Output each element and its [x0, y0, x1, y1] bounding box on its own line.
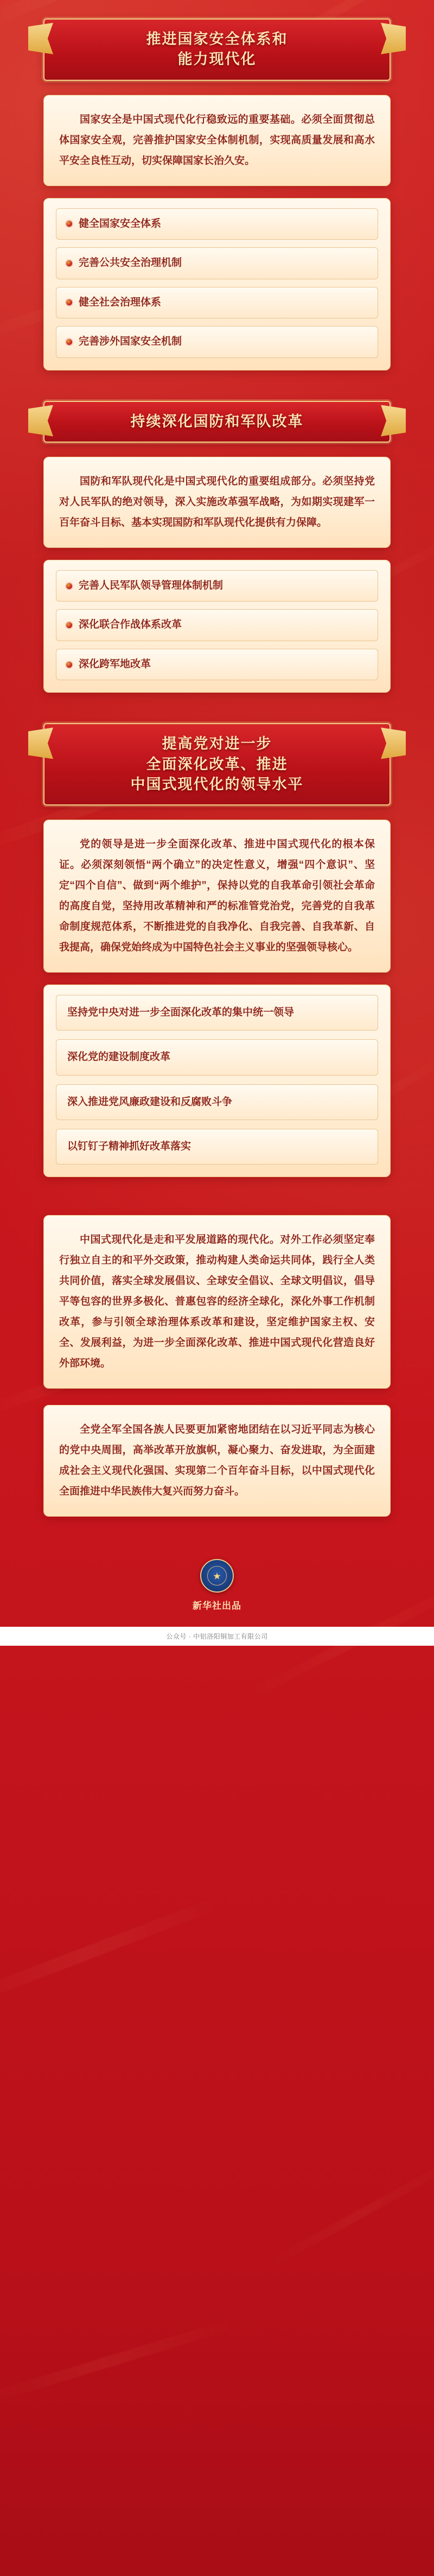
section-1-title-line-1: 推进国家安全体系和: [146, 31, 288, 47]
bullet-dot-icon: [66, 221, 72, 227]
list-item[interactable]: 坚持党中央对进一步全面深化改革的集中统一领导: [56, 995, 378, 1031]
banner-wing-left-icon: [28, 23, 53, 54]
section-2-title: 持续深化国防和军队改革: [130, 413, 304, 430]
section-defense-reform: [0, 376, 434, 699]
section-2-banner: [43, 401, 391, 443]
section-party-leadership: [0, 698, 434, 1182]
list-item[interactable]: 深化党的建设制度改革: [56, 1039, 378, 1075]
banner-wing-right-icon: [381, 727, 406, 759]
section-3-boxed-list: [43, 985, 391, 1177]
banner-wing-left-icon: [28, 405, 53, 437]
bullet-dot-icon: [66, 299, 72, 305]
section-3-title-line-3: 中国式现代化的领导水平: [130, 776, 304, 792]
list-item[interactable]: [56, 287, 378, 319]
section-3-banner: [43, 723, 391, 806]
section-1-title-line-2: 能力现代化: [177, 51, 257, 68]
bullet-dot-icon: [66, 260, 72, 266]
list-item[interactable]: 深入推进党风廉政建设和反腐败斗争: [56, 1084, 378, 1120]
closing-card-call-to-action: [43, 1405, 391, 1517]
list-item[interactable]: [56, 649, 378, 681]
list-item[interactable]: [56, 570, 378, 602]
section-3-paragraph: 党的领导是进一步全面深化改革、推进中国式现代化的根本保证。必须深刻领悟“两个确立”的决定性意义，增强“四个意识”、坚定“四个自信”、做到“两个维护”，保持以党的自我革命引领社会革命的高度自觉，坚持用改革精神和严的标准管党治党，完善党的自我革命制度规范体系，不断推进党的自我净化、自我完善、自我革新、自我提高，确保党始终成为中国特色社会主义事业的坚强领导核心。: [59, 839, 375, 953]
list-item[interactable]: [56, 609, 378, 641]
list-item-label: 完善涉外国家安全机制: [79, 336, 182, 347]
credit-bar: 公众号 · 中铝洛阳铜加工有限公司: [0, 1627, 434, 1646]
section-1-paragraph: 国家安全是中国式现代化行稳致远的重要基础。必须全面贯彻总体国家安全观，完善推护国家安全体制机制，实现高质量发展和高水平安全良性互动，切实保障国家长治久安。: [59, 113, 375, 167]
list-item-label: 完善人民军队领导管理体制机制: [79, 579, 224, 591]
list-item-label: 深化联合作战体系改革: [79, 619, 182, 631]
section-closing: [0, 1182, 434, 1522]
section-1-banner: [43, 18, 391, 81]
section-2-paragraph: 国防和军队现代化是中国式现代化的重要组成部分。必须坚持党对人民军队的绝对领导，深入实施改革强军战略，为如期实现建军一百年奋斗目标、基本实现国防和军队现代化提供有力保障。: [59, 475, 375, 528]
section-3-title-line-2: 全面深化改革、推进: [146, 756, 288, 772]
list-item[interactable]: [56, 247, 378, 279]
list-item-label: 深化跨军地改革: [79, 658, 151, 670]
list-item-label: 健全社会治理体系: [79, 296, 162, 308]
section-3-title-line-1: 提高党对进一步: [162, 736, 272, 752]
banner-wing-left-icon: [28, 727, 53, 759]
closing-card-foreign-policy: [43, 1215, 391, 1389]
bullet-dot-icon: [66, 583, 72, 589]
banner-wing-right-icon: [381, 23, 406, 54]
section-3-paragraph-card: [43, 820, 391, 973]
list-item[interactable]: 以钉钉子精神抓好改革落实: [56, 1129, 378, 1165]
section-2-paragraph-card: [43, 457, 391, 548]
closing-card-text: 中国式现代化是走和平发展道路的现代化。对外工作必须坚定奉行独立自主的和平外交政策，推动构建人类命运共同体，践行全人类共同价值，落实全球发展倡议、全球安全倡议、全球文明倡议，倡导平等包容的世界多极化、普惠包容的经济全球化，深化外事工作机制改革，参与引领全球治理体系改革和建设，坚定维护国家主权、安全、发展利益，为进一步全面深化改革、推进中国式现代化营造良好外部环境。: [59, 1234, 375, 1370]
section-2-bullet-list: [43, 560, 391, 693]
list-item[interactable]: [56, 208, 378, 240]
section-1-paragraph-card: [43, 95, 391, 186]
section-1-bullet-list: [43, 198, 391, 370]
footer-brand: 新华社出品: [193, 1601, 241, 1612]
star-icon: ★: [213, 1571, 221, 1582]
list-item-label: 健全国家安全体系: [79, 218, 162, 229]
bullet-dot-icon: [66, 622, 72, 628]
bullet-dot-icon: [66, 662, 72, 668]
section-national-security: [0, 0, 434, 376]
bullet-dot-icon: [66, 339, 72, 345]
national-emblem-icon: [200, 1559, 234, 1593]
list-item-label: 完善公共安全治理机制: [79, 257, 182, 269]
list-item[interactable]: [56, 326, 378, 358]
closing-card-text: 全党全军全国各族人民要更加紧密地团结在以习近平同志为核心的党中央周围，高举改革开放旗帜，凝心聚力、奋发进取，为全面建成社会主义现代化强国、实现第二个百年奋斗目标，以中国式现代化全面推进中华民族伟大复兴而努力奋斗。: [59, 1424, 375, 1498]
footer: [0, 1545, 434, 1618]
banner-wing-right-icon: [381, 405, 406, 437]
